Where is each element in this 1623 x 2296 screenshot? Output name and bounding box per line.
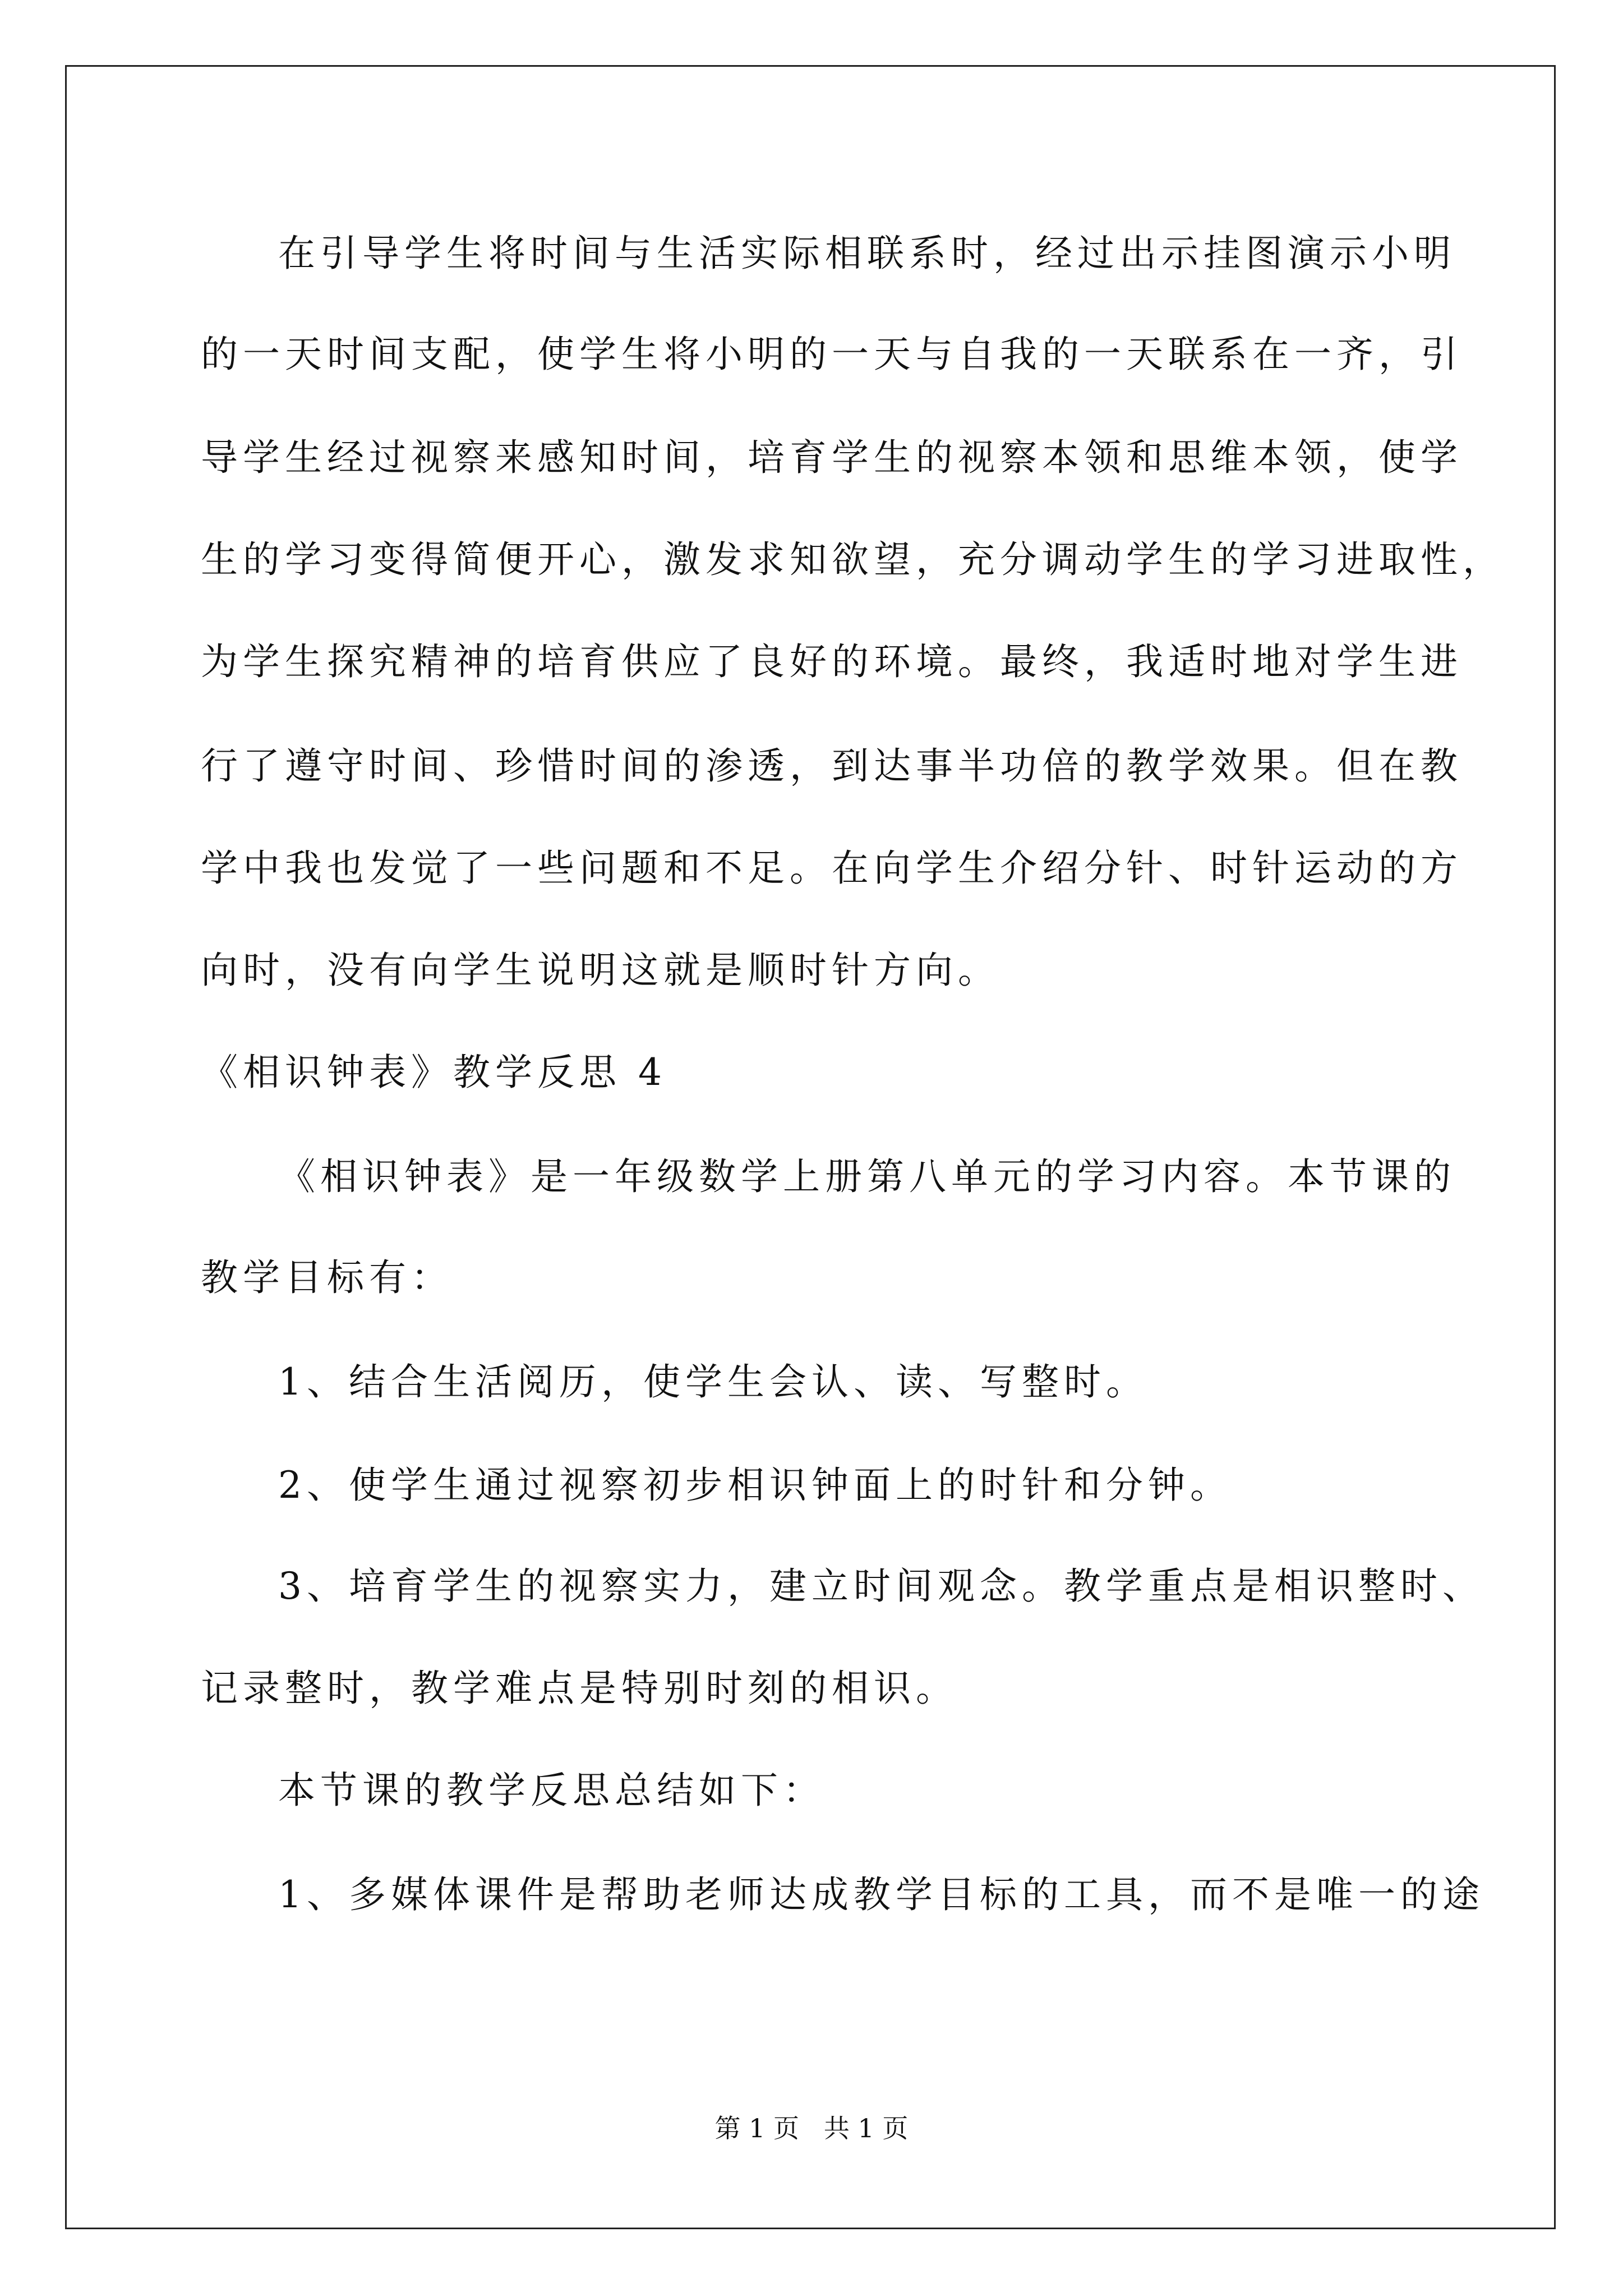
list-item-3: 3、培育学生的视察实力，建立时间观念。教学重点是相识整时、 xyxy=(278,1565,1484,1608)
text-line-10: 《相识钟表》是一年级数学上册第八单元的学习内容。本节课的 xyxy=(278,1155,1456,1198)
text-line-8: 向时，没有向学生说明这就是顺时针方向。 xyxy=(201,949,1000,992)
text-line-11: 教学目标有： xyxy=(201,1256,453,1299)
text-line-7: 学中我也发觉了一些问题和不足。在向学生介绍分针、时针运动的方 xyxy=(201,846,1463,890)
text-line-17: 1、多媒体课件是帮助老师达成教学目标的工具，而不是唯一的途 xyxy=(278,1873,1484,1916)
list-item-2: 2、使学生通过视察初步相识钟面上的时针和分钟。 xyxy=(278,1464,1232,1507)
page-number-footer: 第 1 页 共 1 页 xyxy=(714,2113,909,2143)
text-line-16: 本节课的教学反思总结如下： xyxy=(278,1769,825,1812)
text-line-6: 行了遵守时间、珍惜时间的渗透，到达事半功倍的教学效果。但在教 xyxy=(201,744,1463,788)
list-item-3-continued: 记录整时，教学难点是特别时刻的相识。 xyxy=(201,1667,958,1710)
list-item-1: 1、结合生活阅历，使学生会认、读、写整时。 xyxy=(278,1360,1148,1404)
section-heading: 《相识钟表》教学反思 4 xyxy=(201,1051,667,1094)
text-line-4: 生的学习变得简便开心，激发求知欲望，充分调动学生的学习进取性， xyxy=(201,538,1505,581)
text-line-5: 为学生探究精神的培育供应了良好的环境。最终，我适时地对学生进 xyxy=(201,640,1463,683)
text-line-1: 在引导学生将时间与生活实际相联系时，经过出示挂图演示小明 xyxy=(278,232,1456,275)
text-line-3: 导学生经过视察来感知时间，培育学生的视察本领和思维本领，使学 xyxy=(201,436,1463,479)
text-line-2: 的一天时间支配，使学生将小明的一天与自我的一天联系在一齐，引 xyxy=(201,333,1463,376)
